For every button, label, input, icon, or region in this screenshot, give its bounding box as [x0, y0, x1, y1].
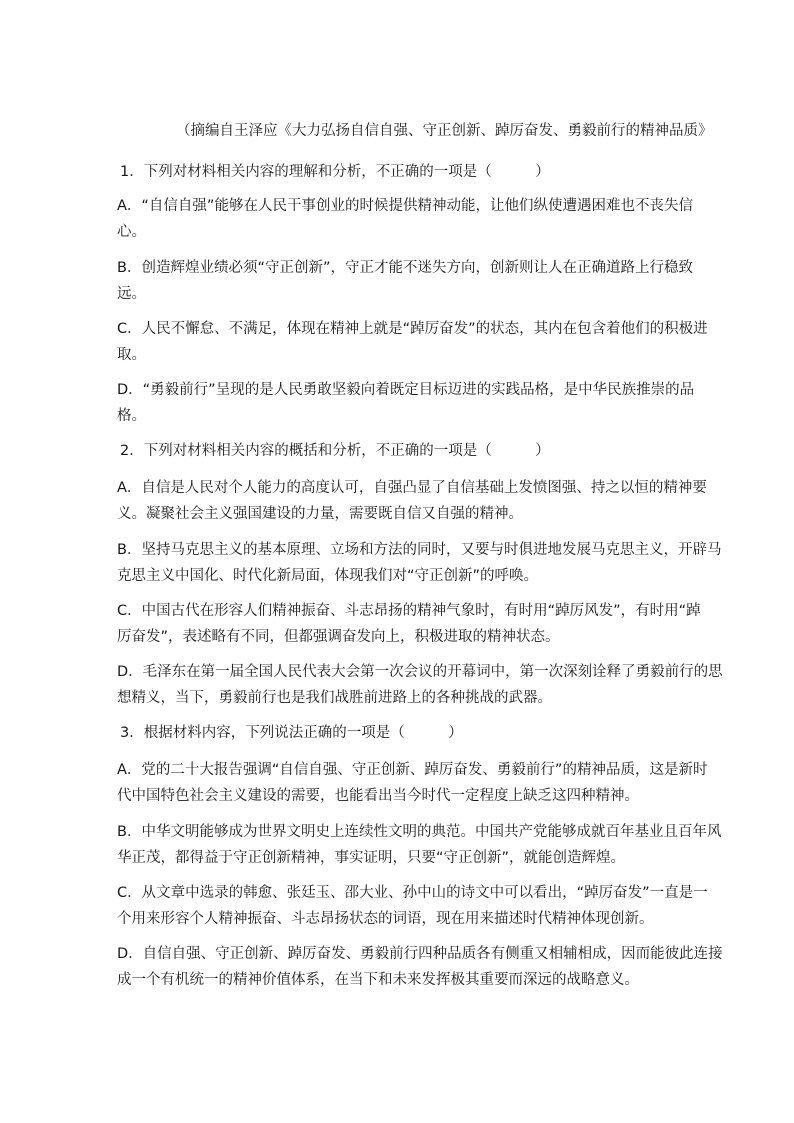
option-line: 远。	[117, 286, 146, 302]
option-line: C．中国古代在形容人们精神振奋、斗志昂扬的精神气象时，有时用“踔厉风发”，有时用“踔	[117, 603, 701, 619]
question-3-stem: 3．根据材料内容，下列说法正确的一项是（ ）	[120, 725, 463, 741]
question-3-option-c	[117, 880, 708, 932]
question-3-option-d	[117, 941, 723, 993]
option-line: 取。	[117, 347, 146, 363]
question-1-option-c	[117, 316, 708, 368]
option-line: B．坚持马克思主义的基本原理、立场和方法的同时，又要与时俱进地发展马克思主义，开辟马	[117, 542, 722, 558]
option-line: C．从文章中选录的韩愈、张廷玉、邵大业、孙中山的诗文中可以看出，“踔厉奋发”一直是一	[117, 885, 708, 901]
option-line: 义。凝聚社会主义强国建设的力量，需要既自信又自强的精神。	[117, 506, 523, 522]
question-2-option-c	[117, 598, 701, 650]
option-line: D．“勇毅前行”呈现的是人民勇敢坚毅向着既定目标迈进的实践品格，是中华民族推崇的品	[117, 382, 695, 398]
question-2-stem: 2．下列对材料相关内容的概括和分析，不正确的一项是（ ）	[120, 443, 550, 459]
question-3-option-a	[117, 757, 708, 809]
option-line: D．毛泽东在第一届全国人民代表大会第一次会议的开幕词中，第一次深刻诠释了勇毅前行的思	[117, 664, 723, 680]
question-1-stem: 1．下列对材料相关内容的理解和分析，不正确的一项是（ ）	[120, 164, 550, 180]
option-line: C．人民不懈怠、不满足，体现在精神上就是“踔厉奋发”的状态，其内在包含着他们的积极进	[117, 321, 708, 337]
question-1-option-a	[117, 193, 693, 245]
option-line: 个用来形容个人精神振奋、斗志昂扬状态的词语，现在用来描述时代精神体现创新。	[117, 911, 654, 927]
option-line: 华正茂，都得益于守正创新精神，事实证明，只要“守正创新”，就能创造辉煌。	[117, 850, 626, 866]
option-line: D．自信自强、守正创新、踔厉奋发、勇毅前行四种品质各有侧重又相辅相成，因而能彼此连接	[117, 946, 723, 962]
option-line: A．党的二十大报告强调“自信自强、守正创新、踔厉奋发、勇毅前行”的精神品质，这是新时	[117, 762, 708, 778]
option-line: A．自信是人民对个人能力的高度认可，自强凸显了自信基础上发愤图强、持之以恒的精神要	[117, 480, 707, 496]
option-line: 想精义，当下，勇毅前行也是我们战胜前进路上的各种挑战的武器。	[117, 690, 552, 706]
option-line: 格。	[117, 408, 146, 424]
question-3-option-b	[117, 819, 722, 871]
option-line: 心。	[117, 224, 146, 240]
option-line: A．“自信自强”能够在人民干事创业的时候提供精神动能，让他们纵使遭遇困难也不丧失信	[117, 198, 693, 214]
option-line: B．中华文明能够成为世界文明史上连续性文明的典范。中国共产党能够成就百年基业且百年风	[117, 824, 722, 840]
option-line: 厉奋发”，表述略有不同，但都强调奋发向上，积极进取的精神状态。	[117, 629, 560, 645]
option-line: 成一个有机统一的精神价值体系，在当下和未来发挥极其重要而深远的战略意义。	[117, 972, 639, 988]
source-citation: （摘编自王泽应《大力弘扬自信自强、守正创新、踔厉奋发、勇毅前行的精神品质》	[176, 123, 713, 139]
option-line: B．创造辉煌业绩必须“守正创新”，守正才能不迷失方向，创新则让人在正确道路上行稳致	[117, 260, 693, 276]
question-1-option-b	[117, 255, 693, 307]
option-line: 代中国特色社会主义建设的需要，也能看出当今时代一定程度上缺乏这四种精神。	[117, 788, 639, 804]
option-line: 克思主义中国化、时代化新局面，体现我们对“守正创新”的呼唤。	[117, 568, 539, 584]
question-2-option-a	[117, 475, 707, 527]
question-2-option-d	[117, 659, 723, 711]
question-1-option-d	[117, 377, 693, 429]
question-2-option-b	[117, 537, 722, 589]
